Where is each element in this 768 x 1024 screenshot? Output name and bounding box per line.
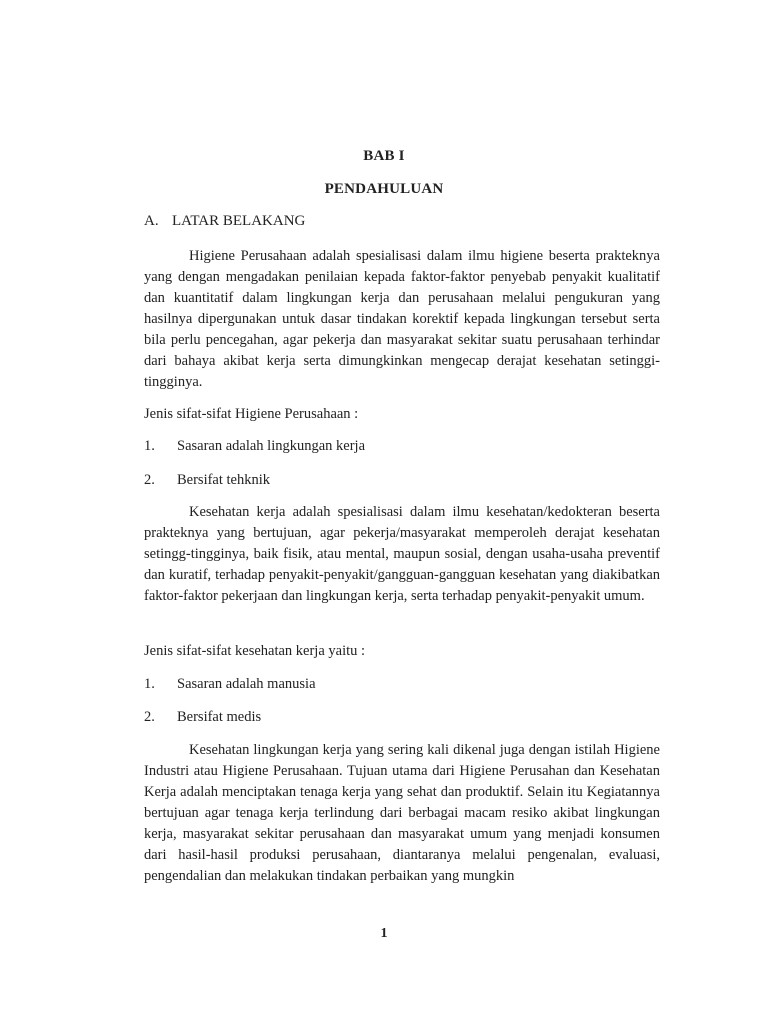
list-item-text: Bersifat tehknik bbox=[177, 472, 271, 488]
list-item-text: Sasaran adalah lingkungan kerja bbox=[177, 438, 366, 454]
page-number: 1 bbox=[380, 926, 388, 941]
list-item bbox=[144, 674, 316, 695]
paragraph-higiene-perusahaan: Higiene Perusahaan adalah spesialisasi dalam ilmu higiene beserta prakteknya yang dengan mengadakan penilaian kepada faktor-faktor penyebab penyakit kualitatif dan kuantitatif dalam lingkungan kerja dan perusahaan melalui pengukuran yang hasilnya dipergunakan untuk dasar tindakan korektif kepada lingkungan tersebut serta bila perlu pencegahan, agar pekerja dan masyarakat sekitar suatu perusahaan terhindar dari bahaya akibat kerja serta dimungkinkan mengecap derajat kesehatan setinggi-tingginya. bbox=[144, 248, 660, 390]
chapter-title: PENDAHULUAN bbox=[324, 181, 444, 197]
list-item-number: 1. bbox=[144, 438, 155, 454]
list-item bbox=[144, 707, 261, 728]
paragraph-kesehatan-lingkungan: Kesehatan lingkungan kerja yang sering kali dikenal juga dengan istilah Higiene Industri atau Higiene Perusahaan. Tujuan utama dari Higiene Perusahan dan Kesehatan Kerja adalah menciptakan tenaga kerja yang sehat dan produktif. Selain itu Kegiatannya bertujuan agar tenaga kerja terlindung dari berbagai macam resiko akibat lingkungan kerja, masyarakat sekitar perusahaan dan masyarakat umum yang menjadi konsumen dari hasil-hasil produksi perusahaan, diantaranya melalui pengenalan, evaluasi, pengendalian dan melakukan tindakan perbaikan yang mungkin bbox=[144, 742, 660, 884]
list-2-intro: Jenis sifat-sifat kesehatan kerja yaitu : bbox=[144, 643, 366, 659]
list-item-number: 1. bbox=[144, 676, 155, 692]
list-item-number: 2. bbox=[144, 709, 155, 725]
section-letter: A. bbox=[144, 213, 159, 229]
list-item-text: Bersifat medis bbox=[177, 709, 262, 725]
section-heading bbox=[144, 213, 305, 230]
chapter-number: BAB I bbox=[363, 148, 405, 164]
list-1-intro: Jenis sifat-sifat Higiene Perusahaan : bbox=[144, 406, 359, 422]
list-item-text: Sasaran adalah manusia bbox=[177, 676, 316, 692]
list-item-number: 2. bbox=[144, 472, 155, 488]
list-item bbox=[144, 436, 365, 457]
list-item bbox=[144, 470, 270, 491]
paragraph-kesehatan-kerja: Kesehatan kerja adalah spesialisasi dalam ilmu kesehatan/kedokteran beserta prakteknya yang bertujuan, agar pekerja/masyarakat memperoleh derajat kesehatan setingg-tingginya, baik fisik, atau mental, maupun sosial, dengan usaha-usaha preventif dan kuratif, terhadap penyakit-penyakit/gangguan-gangguan kesehatan yang diakibatkan faktor-faktor pekerjaan dan lingkungan kerja, serta terhadap penyakit-penyakit umum. bbox=[144, 504, 660, 604]
section-title: LATAR BELAKANG bbox=[172, 213, 306, 229]
